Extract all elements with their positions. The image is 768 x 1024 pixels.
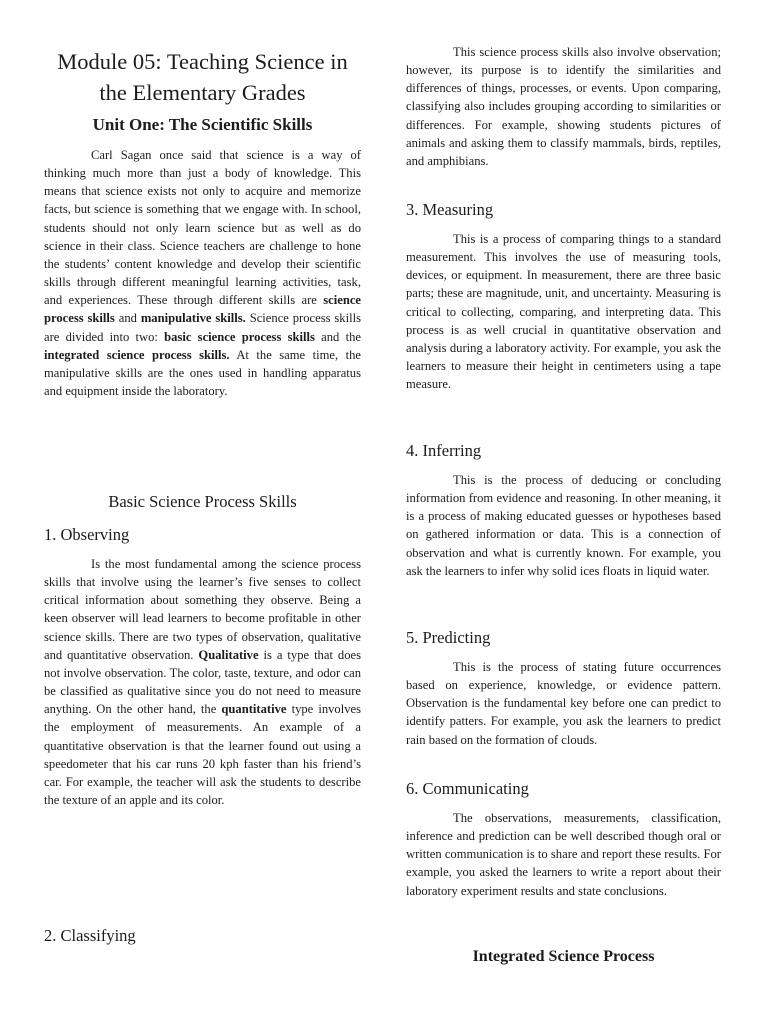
communicating-heading: 6. Communicating xyxy=(406,779,529,798)
inferring-heading: 4. Inferring xyxy=(406,441,482,460)
measuring-heading: 3. Measuring xyxy=(406,200,494,219)
integrated-skills-heading: Integrated Science Process xyxy=(472,948,655,965)
inferring-paragraph: This is the process of deducing or concluding information from evidence and reasoning. In other meaning, it is a process of making educated guesses or hypotheses based on gathered information or data. This is a connection of observation and what is currently known. For example, you ask the learners to infer why solid ices floats in liquid water. xyxy=(406,473,721,578)
classifying-heading: 2. Classifying xyxy=(44,926,136,945)
observing-heading: 1. Observing xyxy=(44,525,130,544)
communicating-paragraph: The observations, measurements, classification, inference and prediction can be well described though oral or written communication is to share and report these results. For example, you asked the learners to write a report about their laboratory experiment results and state conclusions. xyxy=(406,811,721,898)
predicting-paragraph: This is the process of stating future occurrences based on experience, knowledge, or evidence pattern. Observation is the fundamental key before one can predict to identify patters. For example, you ask the learners to predict rain based on the formation of clouds. xyxy=(406,660,721,747)
page-title: Module 05: Teaching Science in the Elementary Grades xyxy=(57,49,348,105)
basic-skills-heading: Basic Science Process Skills xyxy=(108,492,297,511)
unit-title: Unit One: The Scientific Skills xyxy=(92,115,313,134)
measuring-paragraph: This is a process of comparing things to a standard measurement. This involves the use of measuring tools, devices, or equipment. In measurement, there are three basic parts; these are magnitude, unit, and uncertainty. Measuring is critical to collecting, comparing, and interpreting data. This process is as well crucial in quantitative observation and analysis during a laboratory activity. For example, you ask the learners to measure their height in centimeters using a tape measure. xyxy=(406,232,721,392)
predicting-heading: 5. Predicting xyxy=(406,628,491,647)
classifying-paragraph: This science process skills also involve observation; however, its purpose is to identify the similarities and differences of things, processes, or events. Upon comparing, classifying also includes grouping according to similarities or differences. For example, showing students pictures of animals and asking them to classify mammals, birds, reptiles, and amphibians. xyxy=(406,45,721,168)
observing-paragraph: Is the most fundamental among the science process skills that involve using the learner’s five senses to collect critical information about something they observe. Being a keen observer will lead learners to become profitable in other science skills. There are two types of observation, qualitative and quantitative observation. Qualitative is a type that does not involve observation. The color, taste, texture, and odor can be classified as qualitative since you do not need to measure anything. On the other hand, the quantitative type involves the employment of measurements. An example of a quantitative observation is that the learner found out using a speedometer that his car runs 20 kph faster than his friend’s car. For example, the teacher will ask the students to describe the texture of an apple and its color. xyxy=(44,557,362,808)
intro-paragraph: Carl Sagan once said that science is a way of thinking much more than just a body of knowledge. This means that science exists not only to acquire and memorize facts, but science is something that we engage with. In school, students should not only learn science but as well as do science in their class. Science teachers are challenge to hone the students’ content knowledge and develop their scientific skills through different meaningful learning activities, task, and experiences. These through different skills are science process skills and manipulative skills. Science process skills are divided into two: basic science process skills and the integrated science process skills. At the same time, the manipulative skills are the ones used in handling apparatus and equipment inside the laboratory. xyxy=(44,148,362,399)
